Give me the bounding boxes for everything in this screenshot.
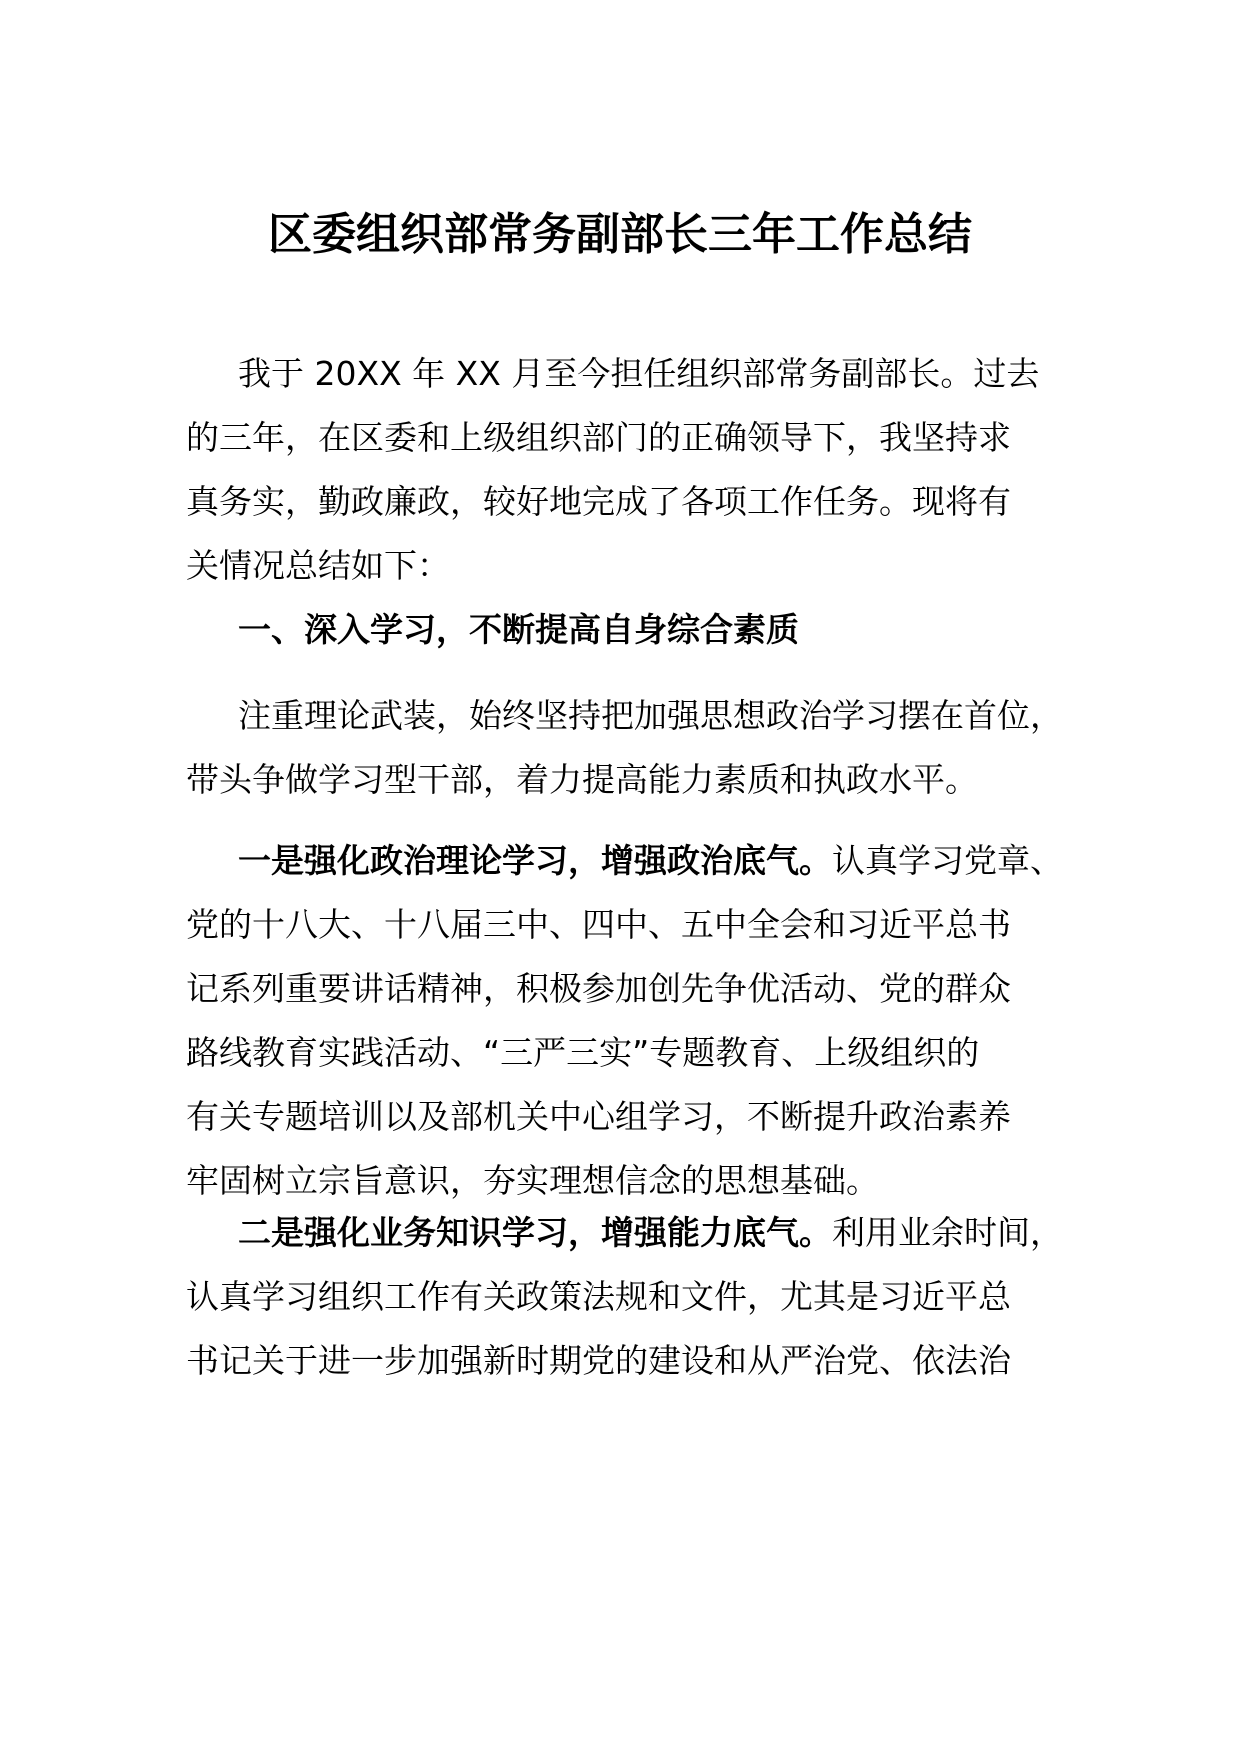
text-line: 真务实，勤政廉政，较好地完成了各项工作任务。现将有 [186, 482, 1011, 521]
point-1-lead: 一是强化政治理论学习，增强政治底气。 [238, 841, 832, 880]
text-line: 注重理论武装，始终坚持把加强思想政治学习摆在首位， [238, 696, 1063, 735]
point-2-lead: 二是强化业务知识学习，增强能力底气。 [238, 1213, 832, 1252]
text-line [186, 1201, 1086, 1265]
text-line: 党的十八大、十八届三中、四中、五中全会和习近平总书 [186, 905, 1011, 944]
intro-paragraph [186, 342, 1086, 598]
text-line: 带头争做学习型干部，着力提高能力素质和执政水平。 [186, 760, 978, 799]
text-line: 牢固树立宗旨意识，夯实理想信念的思想基础。 [186, 1161, 879, 1200]
section-1-heading: 一、深入学习，不断提高自身综合素质 [238, 610, 799, 649]
text-line: 的三年，在区委和上级组织部门的正确领导下，我坚持求 [186, 418, 1011, 457]
text-line: 有关专题培训以及部机关中心组学习，不断提升政治素养 [186, 1097, 1011, 1136]
text-line [186, 829, 1086, 893]
point-1-paragraph [186, 829, 1086, 1213]
text-line: 认真学习组织工作有关政策法规和文件，尤其是习近平总 [186, 1277, 1011, 1316]
point-2-text: 利用业余时间， [832, 1213, 1063, 1252]
text-line: 记系列重要讲话精神，积极参加创先争优活动、党的群众 [186, 969, 1011, 1008]
text-line: 书记关于进一步加强新时期党的建设和从严治党、依法治 [186, 1341, 1011, 1380]
text-line: 路线教育实践活动、“三严三实”专题教育、上级组织的 [186, 1033, 980, 1072]
text-line: 关情况总结如下： [186, 546, 450, 585]
point-1-text: 认真学习党章、 [832, 841, 1063, 880]
text-line: 我于 20XX 年 XX 月至今担任组织部常务副部长。过去 [238, 354, 1040, 393]
document-title: 区委组织部常务副部长三年工作总结 [268, 209, 972, 260]
point-2-paragraph [186, 1201, 1086, 1393]
section-heading [186, 598, 1086, 662]
section-1-intro-paragraph [186, 684, 1086, 812]
